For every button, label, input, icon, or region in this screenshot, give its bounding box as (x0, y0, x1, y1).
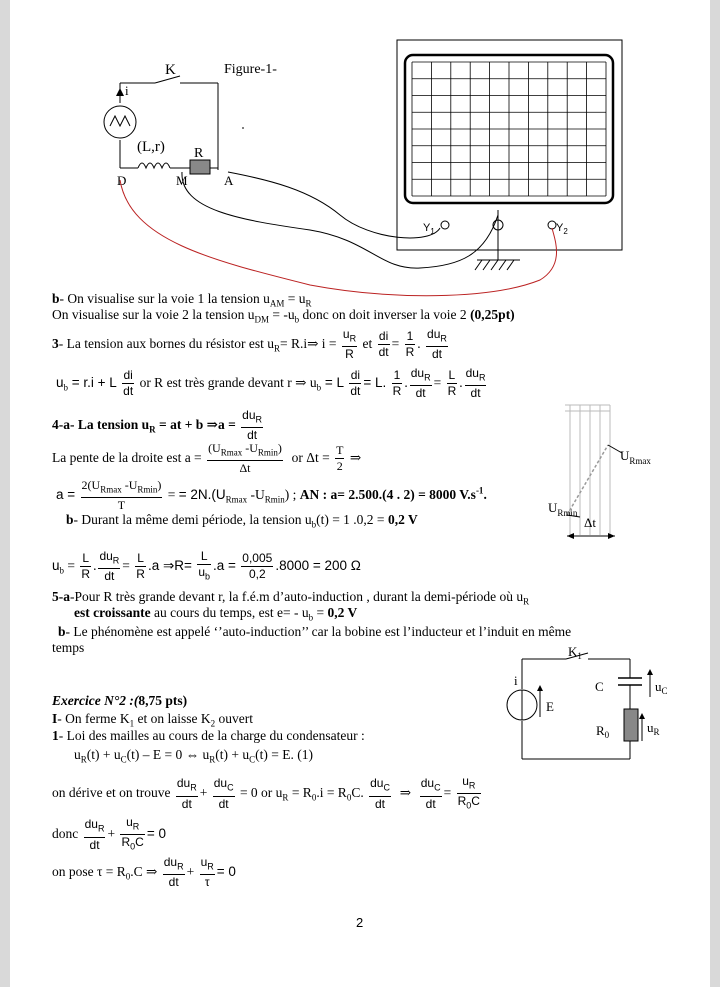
node-d-label: D (117, 173, 127, 188)
ramp-graph (550, 405, 700, 555)
node-a-label: A (224, 173, 234, 188)
y2-label: Y (556, 222, 564, 234)
question-5b-line2: temps (52, 640, 85, 655)
uc-label: $u_C$ (655, 679, 668, 696)
node-m-label: M (176, 173, 188, 188)
ur-label: $u_R$ (647, 720, 660, 737)
slope-formula: a = $2(U_{Rmax}$ $-U_{Rmin}$) T = = $2N.(U_{Rmax}$ $-U_{Rmin}$) ; AN : a= 2.500.(4 . 2) = 8000 $V.s^{-1}$. (56, 478, 487, 513)
question-4b: b- Durant la même demi période, la tension $u_b(t) = 1$ .0,2 = 0,2 V (66, 512, 418, 530)
derivation-line: on dérive et on trouve $du_R$ dt + $du_C$ dt = 0 or $u_R = R_0.i = R_0C$. $du_C$ dt ⇒ $du_C$ dt = $\frac{u_R}{R_0C}$ (52, 774, 480, 811)
r0-label: $R_0$ (596, 723, 610, 740)
figure-1-circuit (10, 0, 710, 310)
k1-label: $K_1$ (568, 644, 582, 661)
ex2-question-1: I- On ferme $K_1$ et on laisse $K_2$ ouvert (52, 711, 253, 729)
e-label: E (546, 699, 554, 714)
part-b-line1: b- On visualise sur la voie 1 la tension $u_{AM} = u_R$ (52, 291, 312, 309)
delta-t-label: Δt (584, 515, 596, 530)
coil-label: (L,r) (137, 139, 165, 155)
mesh-law: $u_R(t) + u_C(t) - E = 0$ ⇔ $u_R(t) + u_C(t) = E$. (1) (74, 747, 313, 765)
urmax-label: $U_{Rmax}$ (620, 448, 651, 466)
question-3: 3- La tension aux bornes du résistor est $u_R=$ R.i⇒ i = $\frac{u_R}{R}$ et $\frac{di}{dt}$ = $\frac{1}{R}$ . $du_R$ dt (52, 327, 447, 362)
donc-line: donc $du_R$ dt + $\frac{u_R}{R_0C}$ = 0 (52, 815, 166, 852)
tau-line: on pose $\tau = R_0.C$ ⇒ $du_R$ dt + $\frac{u_R}{\tau}$ = 0 (52, 855, 236, 890)
question-3-line2: $u_b = r.i + L$ $\frac{di}{dt}$ or R est très grande devant r ⇒ $u_b = L$ $\frac{di}{dt}$ = L. $\frac{1}{R}$ . $du_R$ dt = $\frac{L}{R}$ . $du_R$ dt (56, 366, 486, 401)
document-page (10, 0, 710, 987)
y2-sub: 2 (563, 227, 568, 236)
rc-circuit (510, 645, 690, 770)
resistor-label: R (194, 146, 204, 161)
svg-text:Y2 (556, 222, 568, 236)
question-5b: b- Le phénomène est appelé ‘’auto-induction’’ car la bobine est l’inducteur et l’induit en même (58, 624, 572, 639)
figure-title: Figure-1- (224, 62, 277, 77)
current-label: i (125, 83, 129, 98)
y1-sub: 1 (430, 227, 435, 236)
exercise-2-title: Exercice N°2 :(8,75 pts) (52, 693, 188, 708)
part-b-line2: On visualise sur la voie 2 la tension $u_{DM} = -u_b$ donc on doit inverser la voie 2 (0,25pt) (52, 307, 515, 325)
ub-computation: $u_b$ = $\frac{L}{R}$ . $du_R$ dt = $\frac{L}{R}$ .a ⇒R= $\frac{L}{u_b}$ .a = $\frac{0,005}{0,2}$ .8000 = 200 Ω (52, 549, 361, 584)
question-5a-line2: est croissante au cours du temps, est $e= - u_b = 0,2$ V (74, 605, 358, 623)
switch-label: K (165, 62, 176, 78)
slope-line: La pente de la droite est a = ($U_{Rmax}$ $-U_{Rmin}$) Δt or Δt = $\frac{T}{2}$ ⇒ (52, 441, 362, 476)
urmin-label: $U_{Rmin}$ (548, 500, 578, 518)
y1-label: Y (423, 222, 431, 234)
page-number: 2 (356, 915, 364, 930)
c-label: C (595, 679, 604, 694)
i-label: i (514, 673, 518, 688)
ex2-question-1-1: 1- Loi des mailles au cours de la charge du condensateur : (52, 728, 365, 743)
question-5a: 5-a-Pour R très grande devant r, la f.é.m d’auto-induction , durant la demi-période où $u_R$ (52, 589, 530, 607)
question-4a: 4-a- La tension $u_R$ = at + b ⇒a = $du_R$ dt (52, 408, 263, 443)
